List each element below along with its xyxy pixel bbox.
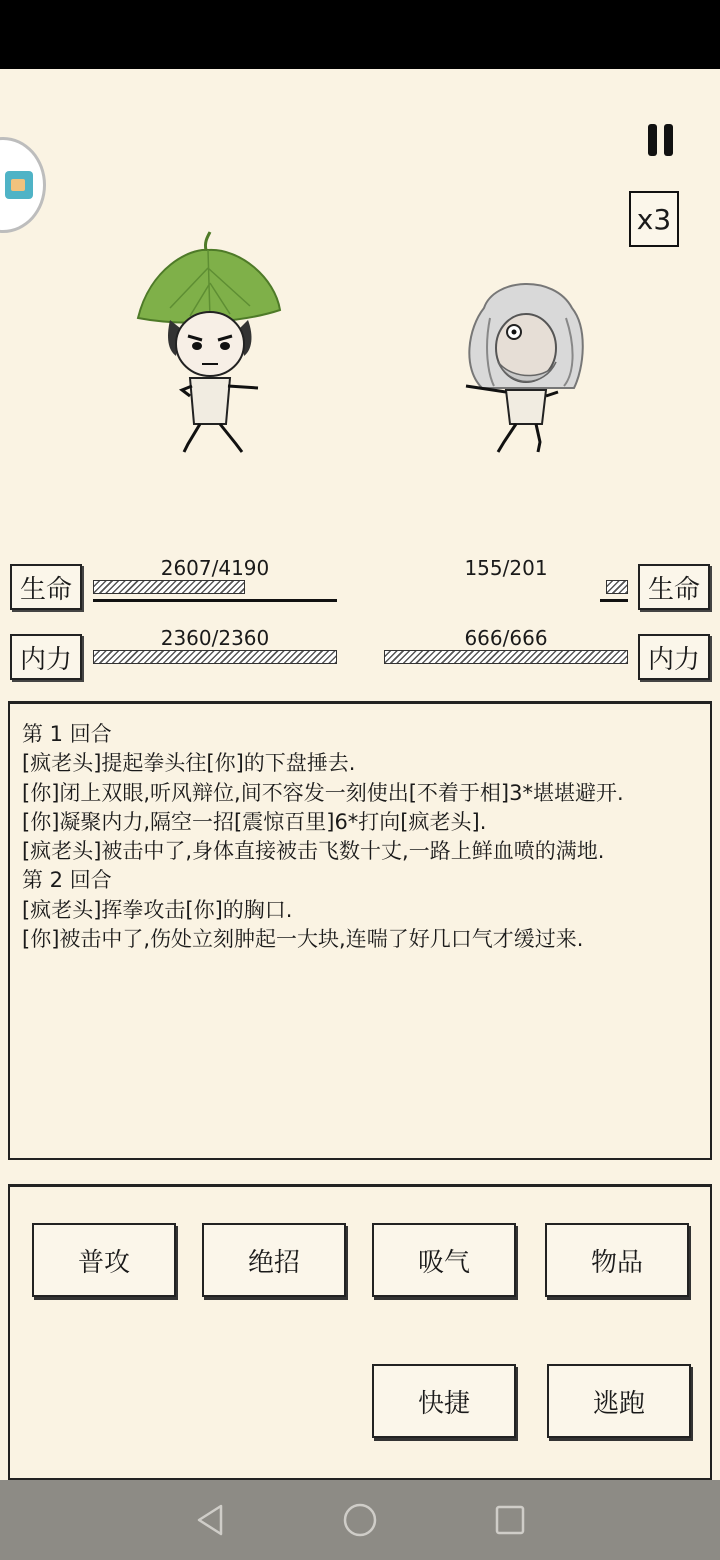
enemy-mp-value: 666/666 bbox=[464, 626, 548, 650]
player-hp-label: 生命 bbox=[10, 564, 82, 610]
log-line: 第 1 回合 bbox=[22, 722, 112, 746]
floating-app-badge[interactable] bbox=[0, 137, 46, 233]
log-line: [你]被击中了,伤处立刻肿起一大块,连喘了好几口气才缓过来. bbox=[22, 927, 584, 952]
back-triangle-icon[interactable] bbox=[190, 1500, 230, 1540]
enemy-mp-bar bbox=[384, 650, 628, 664]
player-hp-bar bbox=[93, 580, 337, 594]
log-line: [疯老头]提起拳头往[你]的下盘捶去. bbox=[22, 751, 356, 776]
attack-button[interactable]: 普攻 bbox=[32, 1223, 176, 1297]
log-line: [疯老头]被击中了,身体直接被击飞数十丈,一路上鲜血喷的满地. bbox=[22, 839, 605, 864]
enemy-hp-value: 155/201 bbox=[464, 556, 548, 580]
log-line: [疯老头]挥拳攻击[你]的胸口. bbox=[22, 897, 293, 922]
player-mp-bar bbox=[93, 650, 337, 664]
home-circle-icon[interactable] bbox=[340, 1500, 380, 1540]
player-mp-label: 内力 bbox=[10, 634, 82, 680]
app-badge-icon bbox=[5, 171, 33, 199]
enemy-character bbox=[454, 278, 594, 458]
player-mp-fill bbox=[93, 650, 337, 664]
player-hp-baseline bbox=[93, 599, 337, 602]
ultimate-button[interactable]: 绝招 bbox=[202, 1223, 346, 1297]
enemy-hp-bar bbox=[384, 580, 628, 594]
flee-button[interactable]: 逃跑 bbox=[547, 1364, 691, 1438]
shortcut-button[interactable]: 快捷 bbox=[372, 1364, 516, 1438]
enemy-hp-baseline bbox=[600, 599, 628, 602]
enemy-hp-fill bbox=[606, 580, 628, 594]
player-mp-value: 2360/2360 bbox=[160, 626, 270, 650]
system-nav-bar bbox=[0, 1480, 720, 1560]
log-line: [你]闭上双眼,听风辩位,间不容发一刻使出[不着于相]3*堪堪避开. bbox=[22, 780, 624, 805]
battle-log[interactable] bbox=[8, 701, 712, 1160]
items-button[interactable]: 物品 bbox=[545, 1223, 689, 1297]
player-character bbox=[130, 228, 290, 460]
enemy-mp-label: 内力 bbox=[638, 634, 710, 680]
enemy-mp-fill bbox=[384, 650, 628, 664]
player-hp-fill bbox=[93, 580, 245, 594]
enemy-hp-label: 生命 bbox=[638, 564, 710, 610]
recents-square-icon[interactable] bbox=[490, 1500, 530, 1540]
log-line: [你]凝聚内力,隔空一招[震惊百里]6*打向[疯老头]. bbox=[22, 809, 487, 834]
player-hp-value: 2607/4190 bbox=[160, 556, 270, 580]
pause-icon[interactable] bbox=[648, 124, 674, 156]
breathe-button[interactable]: 吸气 bbox=[372, 1223, 516, 1297]
log-line: 第 2 回合 bbox=[22, 868, 112, 893]
status-bar bbox=[0, 0, 720, 69]
speed-toggle-button[interactable]: x3 bbox=[629, 191, 679, 247]
